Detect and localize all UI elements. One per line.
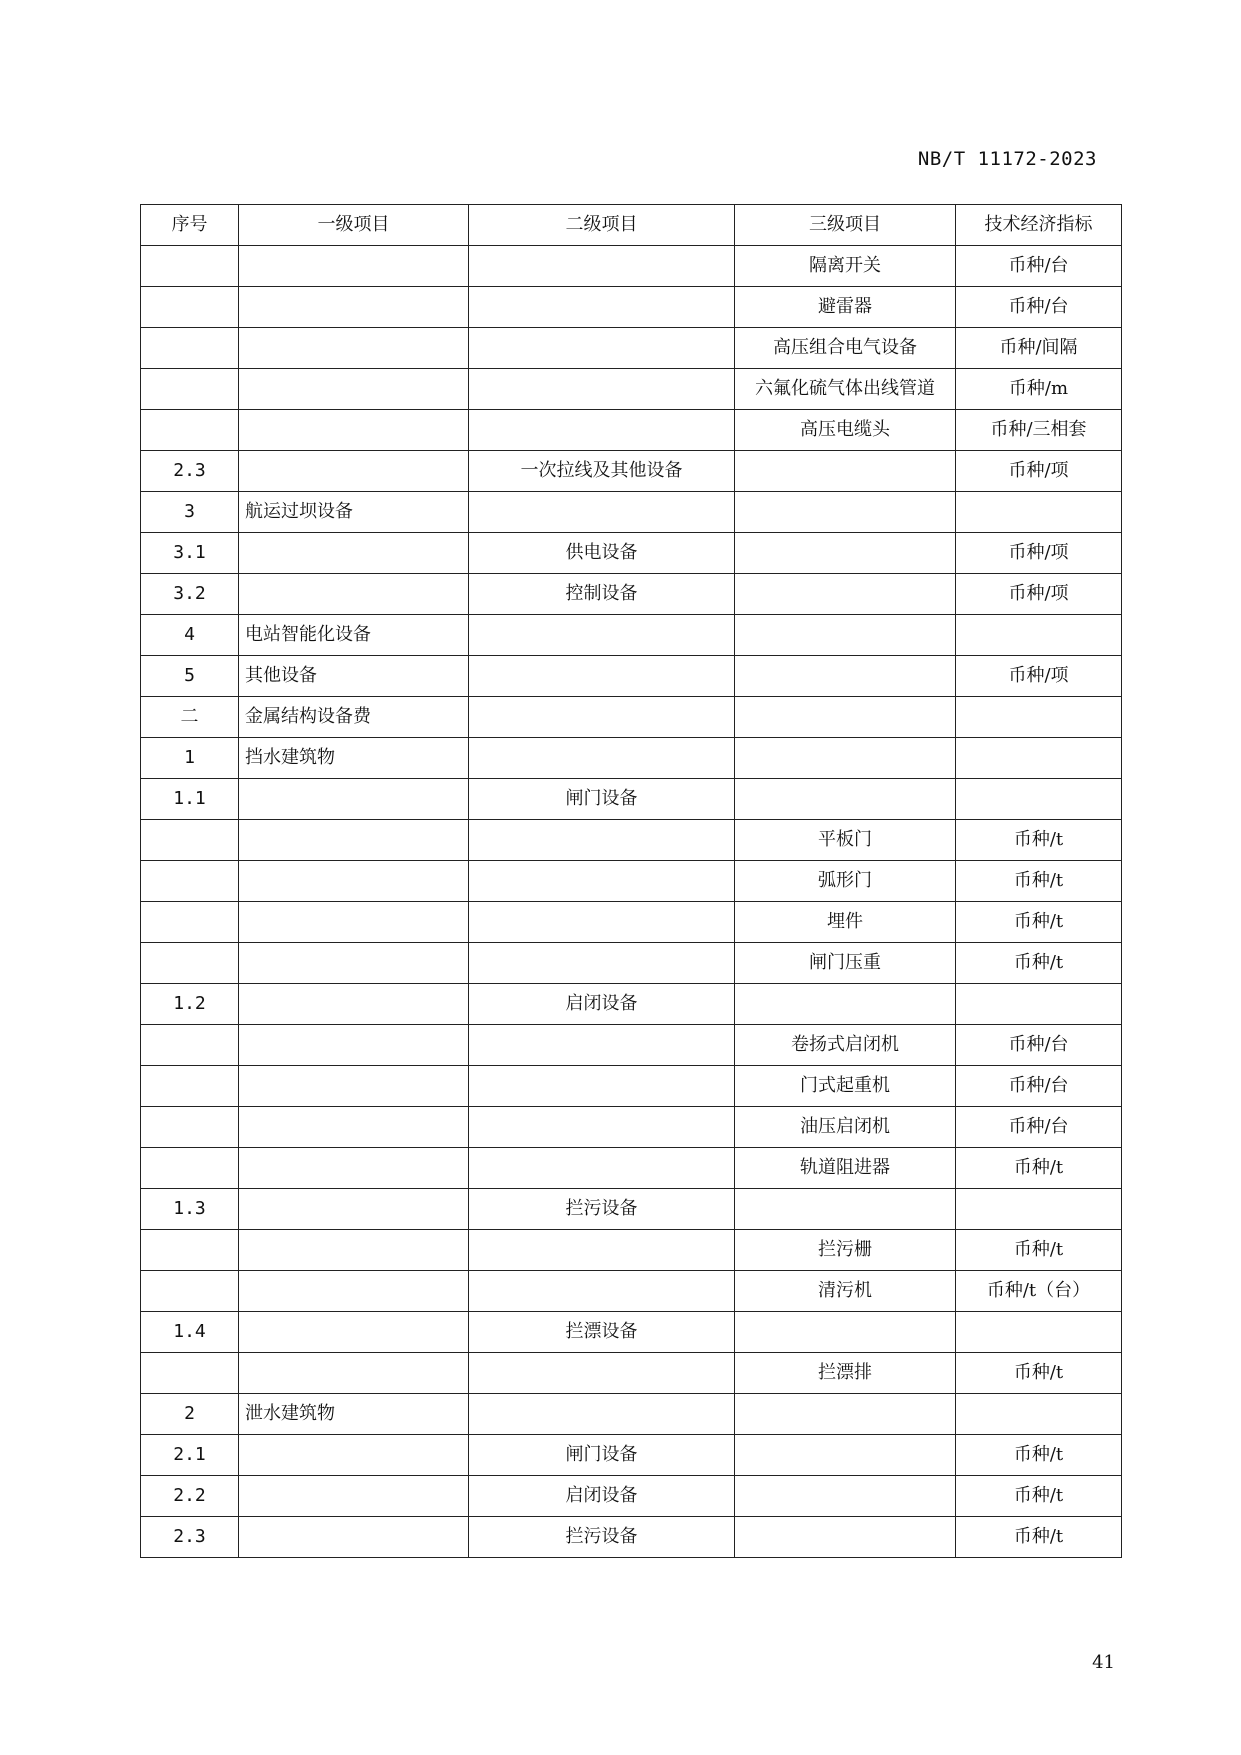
cell-level2: [469, 1230, 735, 1271]
cell-indicator: 币种/t: [956, 1230, 1122, 1271]
table-row: [141, 820, 1122, 861]
cell-level3: [735, 1312, 956, 1353]
cell-seq: 1.1: [141, 779, 239, 820]
cell-level3: [735, 574, 956, 615]
cell-level3: 避雷器: [735, 287, 956, 328]
table-row: [141, 1066, 1122, 1107]
cell-indicator: 币种/t: [956, 902, 1122, 943]
cell-indicator: [956, 779, 1122, 820]
cell-level2: [469, 738, 735, 779]
table-row: [141, 697, 1122, 738]
cell-level1: [239, 451, 469, 492]
cell-level1: 航运过坝设备: [239, 492, 469, 533]
cell-level2: 启闭设备: [469, 1476, 735, 1517]
cell-level3: [735, 738, 956, 779]
cell-indicator: 币种/t: [956, 861, 1122, 902]
equipment-cost-table: [140, 204, 1122, 1558]
cell-level3: [735, 1517, 956, 1558]
cell-seq: [141, 1148, 239, 1189]
table-row: [141, 1394, 1122, 1435]
cell-level1: [239, 1230, 469, 1271]
cell-level2: 闸门设备: [469, 1435, 735, 1476]
cell-level1: [239, 1517, 469, 1558]
header-cell-indicator: 技术经济指标: [956, 205, 1122, 246]
table-row: [141, 984, 1122, 1025]
table-row: [141, 1025, 1122, 1066]
cell-level2: [469, 656, 735, 697]
cell-level2: [469, 1066, 735, 1107]
cell-level3: 油压启闭机: [735, 1107, 956, 1148]
cell-level1: [239, 1066, 469, 1107]
cell-level1: [239, 574, 469, 615]
cell-level3: [735, 615, 956, 656]
cell-seq: 4: [141, 615, 239, 656]
cell-level3: 门式起重机: [735, 1066, 956, 1107]
table-row: [141, 1476, 1122, 1517]
cell-indicator: 币种/t: [956, 943, 1122, 984]
cell-level3: 卷扬式启闭机: [735, 1025, 956, 1066]
cell-indicator: 币种/台: [956, 1107, 1122, 1148]
cell-level2: 闸门设备: [469, 779, 735, 820]
cell-level3: 平板门: [735, 820, 956, 861]
cell-level1: [239, 984, 469, 1025]
cell-level1: 电站智能化设备: [239, 615, 469, 656]
cell-seq: 3: [141, 492, 239, 533]
table-row: [141, 1517, 1122, 1558]
cell-level3: 轨道阻进器: [735, 1148, 956, 1189]
cell-seq: 2: [141, 1394, 239, 1435]
cell-indicator: 币种/t: [956, 1517, 1122, 1558]
cell-level2: [469, 615, 735, 656]
table-row: [141, 1435, 1122, 1476]
cell-level3: [735, 492, 956, 533]
cell-indicator: 币种/t: [956, 1476, 1122, 1517]
cell-level3: [735, 1435, 956, 1476]
cell-seq: [141, 902, 239, 943]
table-row: [141, 1353, 1122, 1394]
cell-seq: 1.3: [141, 1189, 239, 1230]
cell-level2: [469, 1107, 735, 1148]
page-number: 41: [1092, 1652, 1115, 1673]
table-row: [141, 533, 1122, 574]
table-row: [141, 1312, 1122, 1353]
cell-indicator: [956, 492, 1122, 533]
cell-indicator: [956, 738, 1122, 779]
cell-seq: [141, 943, 239, 984]
cell-level3: 拦漂排: [735, 1353, 956, 1394]
cell-level2: 控制设备: [469, 574, 735, 615]
cell-level1: [239, 410, 469, 451]
cell-indicator: 币种/台: [956, 1025, 1122, 1066]
cell-seq: 1: [141, 738, 239, 779]
cell-level1: [239, 369, 469, 410]
cell-seq: 5: [141, 656, 239, 697]
cell-level2: [469, 1394, 735, 1435]
cell-seq: 2.3: [141, 1517, 239, 1558]
cell-indicator: 币种/三相套: [956, 410, 1122, 451]
cell-level1: 金属结构设备费: [239, 697, 469, 738]
cell-seq: 2.2: [141, 1476, 239, 1517]
table-row: [141, 410, 1122, 451]
cell-level2: [469, 697, 735, 738]
cell-level1: [239, 533, 469, 574]
cell-level2: [469, 943, 735, 984]
cell-level2: 拦漂设备: [469, 1312, 735, 1353]
cell-level2: [469, 287, 735, 328]
table-row: [141, 1230, 1122, 1271]
table-row: [141, 1148, 1122, 1189]
cell-level2: [469, 902, 735, 943]
cell-level2: [469, 1271, 735, 1312]
header-cell-seq: 序号: [141, 205, 239, 246]
cell-level3: [735, 451, 956, 492]
cell-seq: [141, 246, 239, 287]
cell-level2: [469, 1148, 735, 1189]
cell-level1: [239, 861, 469, 902]
cell-level1: [239, 1435, 469, 1476]
cell-indicator: 币种/项: [956, 451, 1122, 492]
cell-level1: [239, 779, 469, 820]
table-row: [141, 1107, 1122, 1148]
cell-indicator: 币种/项: [956, 574, 1122, 615]
cell-level2: 拦污设备: [469, 1189, 735, 1230]
cell-indicator: 币种/台: [956, 1066, 1122, 1107]
cell-level1: [239, 328, 469, 369]
cell-seq: 2.3: [141, 451, 239, 492]
cell-level3: 拦污栅: [735, 1230, 956, 1271]
cell-level3: 闸门压重: [735, 943, 956, 984]
cell-level1: [239, 820, 469, 861]
table-row: [141, 656, 1122, 697]
cell-seq: [141, 1066, 239, 1107]
cell-level3: [735, 779, 956, 820]
cell-indicator: [956, 697, 1122, 738]
cell-level2: [469, 328, 735, 369]
table-body: [141, 205, 1122, 1558]
table-row: [141, 861, 1122, 902]
cell-seq: 2.1: [141, 1435, 239, 1476]
cell-seq: [141, 328, 239, 369]
cell-level2: 启闭设备: [469, 984, 735, 1025]
cell-level2: [469, 410, 735, 451]
cell-indicator: 币种/t: [956, 1353, 1122, 1394]
cell-level3: [735, 697, 956, 738]
table-row: [141, 246, 1122, 287]
table-row: [141, 779, 1122, 820]
table-row: [141, 1271, 1122, 1312]
table-row: [141, 287, 1122, 328]
cell-seq: [141, 410, 239, 451]
cell-seq: 3.2: [141, 574, 239, 615]
cell-seq: [141, 1230, 239, 1271]
cell-indicator: 币种/项: [956, 533, 1122, 574]
table-row: [141, 902, 1122, 943]
cell-level3: 隔离开关: [735, 246, 956, 287]
cell-seq: [141, 369, 239, 410]
cell-level1: [239, 1148, 469, 1189]
cell-seq: 1.2: [141, 984, 239, 1025]
table-row: [141, 1189, 1122, 1230]
cell-seq: [141, 1353, 239, 1394]
cell-indicator: 币种/t: [956, 820, 1122, 861]
header-cell-level2: 二级项目: [469, 205, 735, 246]
cell-indicator: [956, 1189, 1122, 1230]
cell-level1: [239, 246, 469, 287]
cell-seq: [141, 287, 239, 328]
cell-level1: 其他设备: [239, 656, 469, 697]
cell-level1: 挡水建筑物: [239, 738, 469, 779]
cell-indicator: 币种/m: [956, 369, 1122, 410]
cell-level3: 清污机: [735, 1271, 956, 1312]
cell-level3: 高压电缆头: [735, 410, 956, 451]
cell-level1: [239, 287, 469, 328]
cell-indicator: 币种/台: [956, 287, 1122, 328]
cell-level2: 拦污设备: [469, 1517, 735, 1558]
cell-level2: [469, 369, 735, 410]
cell-level2: 供电设备: [469, 533, 735, 574]
cell-level2: [469, 246, 735, 287]
cell-indicator: 币种/t: [956, 1148, 1122, 1189]
table-row: [141, 369, 1122, 410]
cell-indicator: [956, 615, 1122, 656]
cell-level2: 一次拉线及其他设备: [469, 451, 735, 492]
cell-level3: 高压组合电气设备: [735, 328, 956, 369]
cell-level1: [239, 1189, 469, 1230]
table-row: [141, 574, 1122, 615]
cell-level3: [735, 1394, 956, 1435]
cell-seq: [141, 1025, 239, 1066]
cell-level1: 泄水建筑物: [239, 1394, 469, 1435]
cell-level1: [239, 1312, 469, 1353]
cell-indicator: [956, 1312, 1122, 1353]
cell-level1: [239, 902, 469, 943]
table-row: [141, 328, 1122, 369]
table-row: [141, 943, 1122, 984]
cell-seq: [141, 1107, 239, 1148]
cell-seq: 二: [141, 697, 239, 738]
cell-level1: [239, 1107, 469, 1148]
header-cell-level1: 一级项目: [239, 205, 469, 246]
header-cell-level3: 三级项目: [735, 205, 956, 246]
cell-level3: [735, 1476, 956, 1517]
cell-indicator: 币种/间隔: [956, 328, 1122, 369]
cell-level1: [239, 1271, 469, 1312]
cell-seq: 1.4: [141, 1312, 239, 1353]
cell-level2: [469, 1025, 735, 1066]
cell-indicator: 币种/台: [956, 246, 1122, 287]
cell-seq: [141, 861, 239, 902]
cell-level2: [469, 861, 735, 902]
table-row: [141, 738, 1122, 779]
table-row: [141, 615, 1122, 656]
cell-indicator: 币种/t（台）: [956, 1271, 1122, 1312]
cell-indicator: 币种/项: [956, 656, 1122, 697]
table-row: [141, 451, 1122, 492]
cell-indicator: 币种/t: [956, 1435, 1122, 1476]
standard-code: NB/T 11172-2023: [917, 148, 1097, 170]
table-row: [141, 492, 1122, 533]
cell-level2: [469, 1353, 735, 1394]
cell-level1: [239, 1025, 469, 1066]
cell-level3: [735, 656, 956, 697]
cell-level3: 埋件: [735, 902, 956, 943]
cell-level1: [239, 943, 469, 984]
cell-level2: [469, 820, 735, 861]
cell-level3: [735, 984, 956, 1025]
cell-level3: [735, 533, 956, 574]
cell-level1: [239, 1353, 469, 1394]
cell-seq: 3.1: [141, 533, 239, 574]
cell-indicator: [956, 984, 1122, 1025]
cell-level1: [239, 1476, 469, 1517]
table-header-row: [141, 205, 1122, 246]
cell-indicator: [956, 1394, 1122, 1435]
cell-level3: [735, 1189, 956, 1230]
cell-seq: [141, 1271, 239, 1312]
cell-level3: 弧形门: [735, 861, 956, 902]
cell-level3: 六氟化硫气体出线管道: [735, 369, 956, 410]
cell-level2: [469, 492, 735, 533]
cell-seq: [141, 820, 239, 861]
